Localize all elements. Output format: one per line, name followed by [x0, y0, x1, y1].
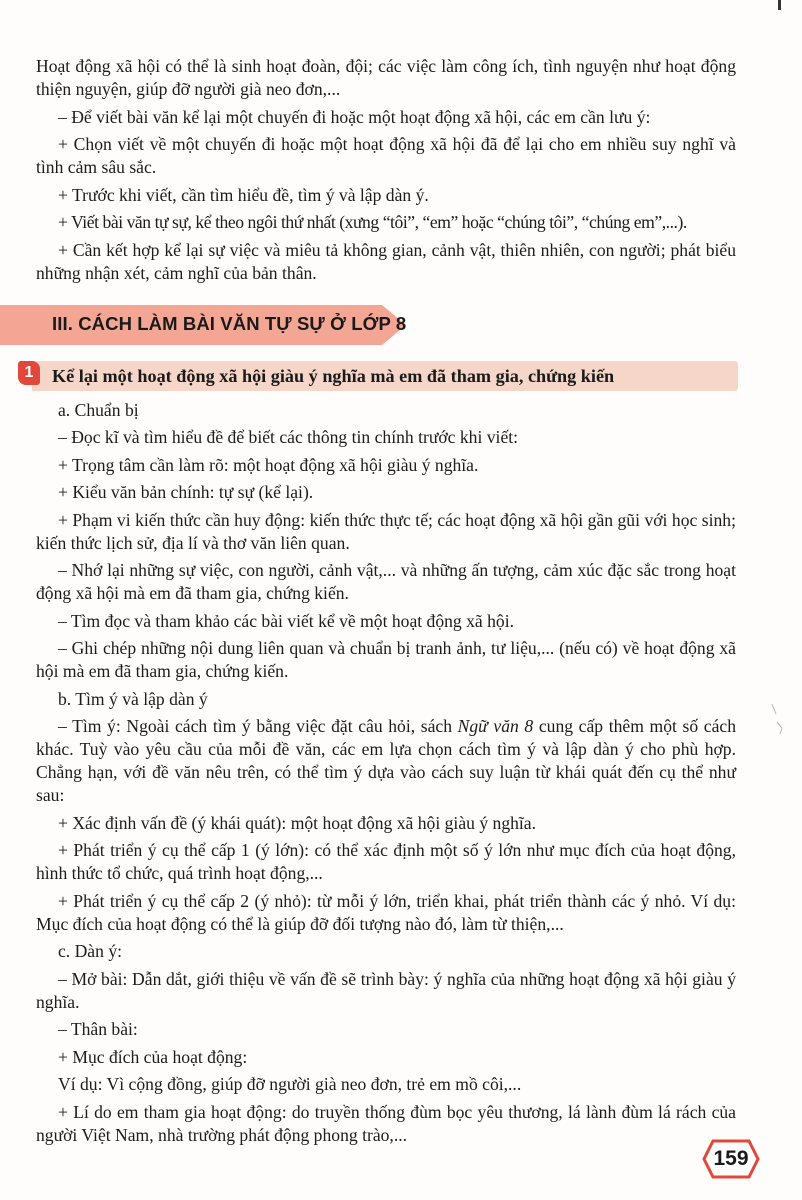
part-c-item-1: – Mở bài: Dẫn dắt, giới thiệu về vấn đề sẽ trình bày: ý nghĩa của những hoạt động xã hội giàu ý nghĩa.	[36, 968, 736, 1012]
page-content	[24, 55, 736, 1151]
page-number: 159	[713, 1147, 749, 1170]
part-a-item-3: + Kiểu văn bản chính: tự sự (kể lại).	[58, 482, 314, 502]
intro-paragraph-2: – Để viết bài văn kể lại một chuyến đi hoặc một hoạt động xã hội, các em cần lưu ý:	[58, 106, 651, 127]
section-title: III. CÁCH LÀM BÀI VĂN TỰ SỰ Ở LỚP 8	[52, 312, 407, 334]
margin-scribble	[768, 700, 788, 750]
part-a-item-7: – Ghi chép những nội dung liên quan và chuẩn bị tranh ảnh, tư liệu,... (nếu có) về hoạt động xã hội mà em đã tham gia, chứng kiến.	[36, 638, 736, 681]
part-b-item-1-text-pre: – Tìm ý: Ngoài cách tìm ý bằng việc đặt câu hỏi, sách	[58, 716, 458, 736]
page-number-badge	[702, 1139, 760, 1179]
intro-paragraph-1: Hoạt động xã hội có thể là sinh hoạt đoàn, đội; các việc làm công ích, tình nguyện như hoạt động thiện nguyện, giúp đỡ người già neo đơn,...	[36, 56, 736, 99]
part-a-item-1: – Đọc kĩ và tìm hiểu đề để biết các thông tin chính trước khi viết:	[58, 427, 519, 447]
section-banner	[0, 303, 410, 347]
intro-paragraph-3: + Chọn viết về một chuyến đi hoặc một hoạt động xã hội đã để lại cho em nhiều suy nghĩ và tình cảm sâu sắc.	[36, 134, 736, 177]
part-a-item-4: + Phạm vi kiến thức cần huy động: kiến thức thực tế; các hoạt động xã hội gần gũi với học sinh; kiến thức lịch sử, địa lí và thơ văn liên quan.	[36, 509, 736, 553]
task-title: Kể lại một hoạt động xã hội giàu ý nghĩa mà em đã tham gia, chứng kiến	[52, 365, 615, 386]
part-c-item-4: Ví dụ: Vì cộng đồng, giúp đỡ người già neo đơn, trẻ em mồ côi,...	[58, 1074, 522, 1094]
book-title-italic: Ngữ văn 8	[457, 716, 534, 736]
part-c-heading: c. Dàn ý:	[58, 941, 123, 961]
part-a-item-2: + Trọng tâm cần làm rõ: một hoạt động xã hội giàu ý nghĩa.	[58, 454, 479, 475]
part-a-item-5: – Nhớ lại những sự việc, con người, cảnh vật,... và những ấn tượng, cảm xúc đặc sắc trong hoạt động xã hội mà em đã tham gia, chứng kiến.	[36, 560, 736, 603]
part-c-item-2: – Thân bài:	[58, 1019, 138, 1039]
intro-paragraph-5: + Viết bài văn tự sự, kể theo ngôi thứ nhất (xưng “tôi”, “em” hoặc “chúng tôi”, “chúng em”,...).	[58, 212, 687, 232]
part-a-item-6: – Tìm đọc và tham khảo các bài viết kể về một hoạt động xã hội.	[58, 610, 515, 631]
part-b-item-2: + Xác định vấn đề (ý khái quát): một hoạt động xã hội giàu ý nghĩa.	[58, 812, 537, 833]
part-b-item-1	[36, 715, 736, 807]
task-heading	[18, 359, 746, 393]
part-a-heading: a. Chuẩn bị	[58, 399, 139, 420]
part-b-heading: b. Tìm ý và lập dàn ý	[58, 688, 208, 709]
task-number-badge: 1	[18, 361, 40, 385]
part-b-item-3: + Phát triển ý cụ thể cấp 1 (ý lớn): có thể xác định một số ý lớn như mục đích của hoạt động, hình thức tổ chức, quá trình hoạt động,...	[36, 840, 736, 883]
part-c-item-3: + Mục đích của hoạt động:	[58, 1046, 248, 1067]
part-c-item-5: + Lí do em tham gia hoạt động: do truyền thống đùm bọc yêu thương, lá lành đùm lá rách của người Việt Nam, nhà trường phát động phong trào,...	[36, 1101, 736, 1145]
scan-corner-mark	[778, 0, 781, 10]
part-b-item-1-text-post: cung cấp thêm một số cách khác. Tuỳ vào yêu cầu của mỗi đề văn, các em lựa chọn cách tìm ý và lập dàn ý cho phù hợp. Chẳng hạn, với đề văn nêu trên, có thể tìm ý dựa vào cách suy luận từ khái quát đến cụ thể như sau:	[36, 716, 736, 805]
intro-paragraph-6: + Cần kết hợp kể lại sự việc và miêu tả không gian, cảnh vật, thiên nhiên, con người; phát biểu những nhận xét, cảm nghĩ của bản thân.	[36, 239, 736, 283]
part-b-item-4: + Phát triển ý cụ thể cấp 2 (ý nhỏ): từ mỗi ý lớn, triển khai, phát triển thành các ý nhỏ. Ví dụ: Mục đích của hoạt động có thể là giúp đỡ đối tượng nào đó, làm từ thiện,...	[36, 890, 736, 934]
intro-paragraph-4: + Trước khi viết, cần tìm hiểu đề, tìm ý và lập dàn ý.	[58, 184, 429, 205]
